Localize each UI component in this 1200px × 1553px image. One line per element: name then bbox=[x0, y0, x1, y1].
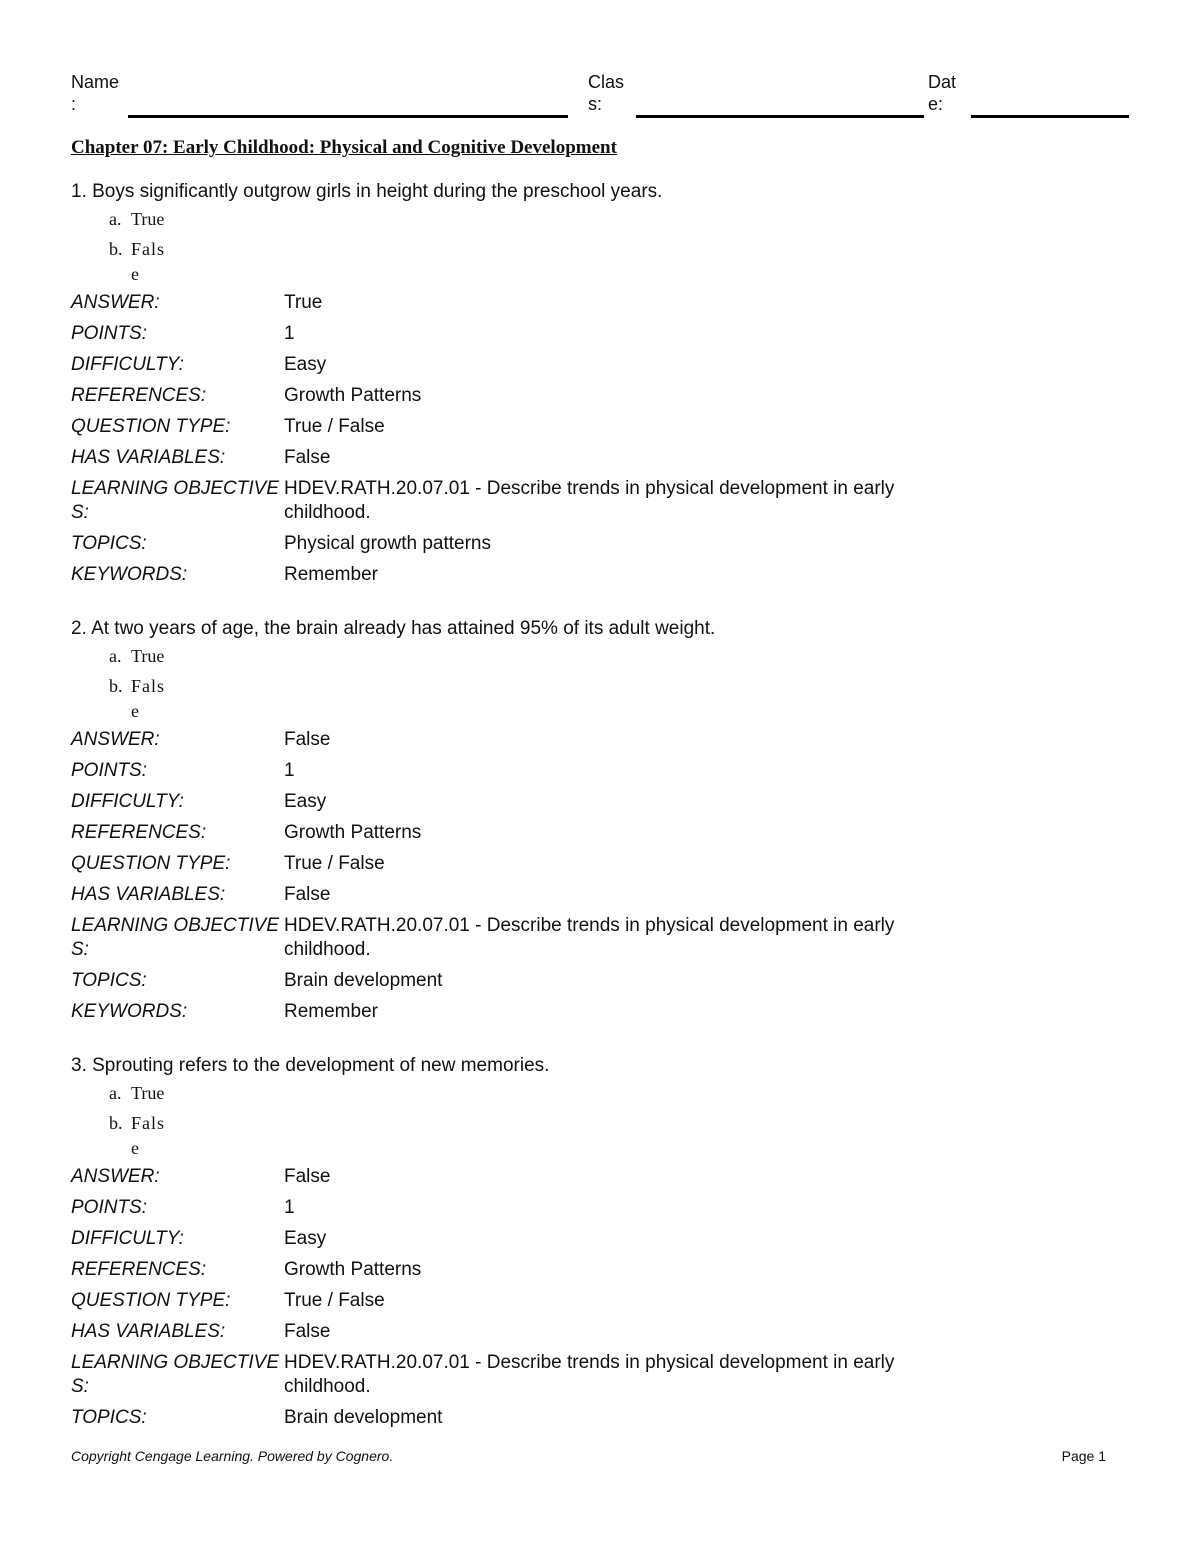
learning-objectives-value: HDEV.RATH.20.07.01 - Describe trends in physical development in early childhood. bbox=[284, 478, 895, 523]
question-3 bbox=[71, 1054, 1071, 1430]
has-variables-label: HAS VARIABLES: bbox=[71, 447, 226, 468]
answer-value: False bbox=[284, 729, 331, 750]
topics-value: Brain development bbox=[284, 970, 443, 991]
has-variables-label: HAS VARIABLES: bbox=[71, 884, 226, 905]
option-label: b. bbox=[109, 239, 123, 259]
difficulty-value: Easy bbox=[284, 1228, 327, 1249]
class-field-label: Clas s: bbox=[588, 72, 625, 114]
question-type-value: True / False bbox=[284, 853, 385, 874]
answer-row bbox=[71, 291, 1071, 315]
question-type-label: QUESTION TYPE: bbox=[71, 416, 231, 437]
answer-value: False bbox=[284, 1166, 331, 1187]
learning-objectives-row bbox=[71, 477, 1071, 525]
difficulty-label: DIFFICULTY: bbox=[71, 1228, 184, 1249]
question-stem: 2. At two years of age, the brain already has attained 95% of its adult weight. bbox=[71, 618, 716, 639]
learning-objectives-row bbox=[71, 914, 1071, 962]
option-text: False bbox=[131, 676, 166, 721]
has-variables-value: False bbox=[284, 447, 331, 468]
topics-value: Physical growth patterns bbox=[284, 533, 491, 554]
keywords-label: KEYWORDS: bbox=[71, 564, 188, 585]
learning-objectives-label: LEARNING OBJECTIVES: bbox=[71, 915, 279, 960]
class-field-line[interactable] bbox=[636, 115, 924, 118]
option-text: True bbox=[131, 646, 165, 666]
has-variables-label: HAS VARIABLES: bbox=[71, 1321, 226, 1342]
option-a[interactable] bbox=[109, 1081, 1071, 1106]
references-row bbox=[71, 1258, 1071, 1282]
option-a[interactable] bbox=[109, 207, 1071, 232]
question-stem: 3. Sprouting refers to the development of new memories. bbox=[71, 1055, 550, 1076]
references-value: Growth Patterns bbox=[284, 1259, 422, 1280]
points-value: 1 bbox=[284, 323, 295, 344]
points-row bbox=[71, 322, 1071, 346]
question-stem: 1. Boys significantly outgrow girls in height during the preschool years. bbox=[71, 181, 663, 202]
question-type-row bbox=[71, 852, 1071, 876]
learning-objectives-row bbox=[71, 1351, 1071, 1399]
has-variables-row bbox=[71, 1320, 1071, 1344]
page-number: Page 1 bbox=[1061, 1448, 1106, 1464]
option-b[interactable] bbox=[109, 674, 179, 724]
learning-objectives-label: LEARNING OBJECTIVES: bbox=[71, 478, 279, 523]
references-row bbox=[71, 384, 1071, 408]
topics-row bbox=[71, 1406, 1071, 1430]
references-label: REFERENCES: bbox=[71, 822, 207, 843]
chapter-title: Chapter 07: Early Childhood: Physical and Cognitive Development bbox=[71, 137, 617, 158]
points-label: POINTS: bbox=[71, 760, 148, 781]
name-field-line[interactable] bbox=[128, 115, 568, 118]
keywords-row bbox=[71, 563, 1071, 587]
references-value: Growth Patterns bbox=[284, 385, 422, 406]
date-field-line[interactable] bbox=[971, 115, 1129, 118]
references-label: REFERENCES: bbox=[71, 385, 207, 406]
learning-objectives-label: LEARNING OBJECTIVES: bbox=[71, 1352, 279, 1397]
option-label: b. bbox=[109, 676, 123, 696]
option-text: False bbox=[131, 1113, 166, 1158]
option-b[interactable] bbox=[109, 1111, 179, 1161]
topics-row bbox=[71, 532, 1071, 556]
difficulty-row bbox=[71, 790, 1071, 814]
date-field-label: Dat e: bbox=[928, 72, 957, 114]
points-row bbox=[71, 1196, 1071, 1220]
copyright-footer: Copyright Cengage Learning. Powered by Cognero. bbox=[71, 1448, 394, 1464]
question-type-label: QUESTION TYPE: bbox=[71, 853, 231, 874]
points-value: 1 bbox=[284, 1197, 295, 1218]
option-a[interactable] bbox=[109, 644, 1071, 669]
keywords-value: Remember bbox=[284, 1001, 378, 1022]
topics-row bbox=[71, 969, 1071, 993]
keywords-value: Remember bbox=[284, 564, 378, 585]
references-row bbox=[71, 821, 1071, 845]
answer-row bbox=[71, 728, 1071, 752]
learning-objectives-value: HDEV.RATH.20.07.01 - Describe trends in physical development in early childhood. bbox=[284, 1352, 895, 1397]
keywords-row bbox=[71, 1000, 1071, 1024]
references-label: REFERENCES: bbox=[71, 1259, 207, 1280]
question-1 bbox=[71, 180, 1071, 587]
difficulty-label: DIFFICULTY: bbox=[71, 354, 184, 375]
points-label: POINTS: bbox=[71, 323, 148, 344]
references-value: Growth Patterns bbox=[284, 822, 422, 843]
answer-label: ANSWER: bbox=[71, 729, 160, 750]
points-label: POINTS: bbox=[71, 1197, 148, 1218]
has-variables-row bbox=[71, 446, 1071, 470]
topics-value: Brain development bbox=[284, 1407, 443, 1428]
option-label: b. bbox=[109, 1113, 123, 1133]
answer-label: ANSWER: bbox=[71, 1166, 160, 1187]
points-row bbox=[71, 759, 1071, 783]
option-label: a. bbox=[109, 1083, 122, 1103]
difficulty-label: DIFFICULTY: bbox=[71, 791, 184, 812]
topics-label: TOPICS: bbox=[71, 970, 147, 991]
learning-objectives-value: HDEV.RATH.20.07.01 - Describe trends in physical development in early childhood. bbox=[284, 915, 895, 960]
has-variables-value: False bbox=[284, 1321, 331, 1342]
difficulty-row bbox=[71, 353, 1071, 377]
option-text: True bbox=[131, 209, 165, 229]
question-type-label: QUESTION TYPE: bbox=[71, 1290, 231, 1311]
question-type-row bbox=[71, 415, 1071, 439]
option-label: a. bbox=[109, 646, 122, 666]
answer-value: True bbox=[284, 292, 323, 313]
answer-label: ANSWER: bbox=[71, 292, 160, 313]
question-type-row bbox=[71, 1289, 1071, 1313]
difficulty-value: Easy bbox=[284, 354, 327, 375]
keywords-label: KEYWORDS: bbox=[71, 1001, 188, 1022]
option-label: a. bbox=[109, 209, 122, 229]
name-field-label: Name : bbox=[71, 72, 120, 114]
difficulty-row bbox=[71, 1227, 1071, 1251]
topics-label: TOPICS: bbox=[71, 1407, 147, 1428]
difficulty-value: Easy bbox=[284, 791, 327, 812]
question-type-value: True / False bbox=[284, 1290, 385, 1311]
topics-label: TOPICS: bbox=[71, 533, 147, 554]
option-b[interactable] bbox=[109, 237, 179, 287]
has-variables-value: False bbox=[284, 884, 331, 905]
option-text: False bbox=[131, 239, 166, 284]
points-value: 1 bbox=[284, 760, 295, 781]
question-2 bbox=[71, 617, 1071, 1024]
question-type-value: True / False bbox=[284, 416, 385, 437]
option-text: True bbox=[131, 1083, 165, 1103]
has-variables-row bbox=[71, 883, 1071, 907]
answer-row bbox=[71, 1165, 1071, 1189]
